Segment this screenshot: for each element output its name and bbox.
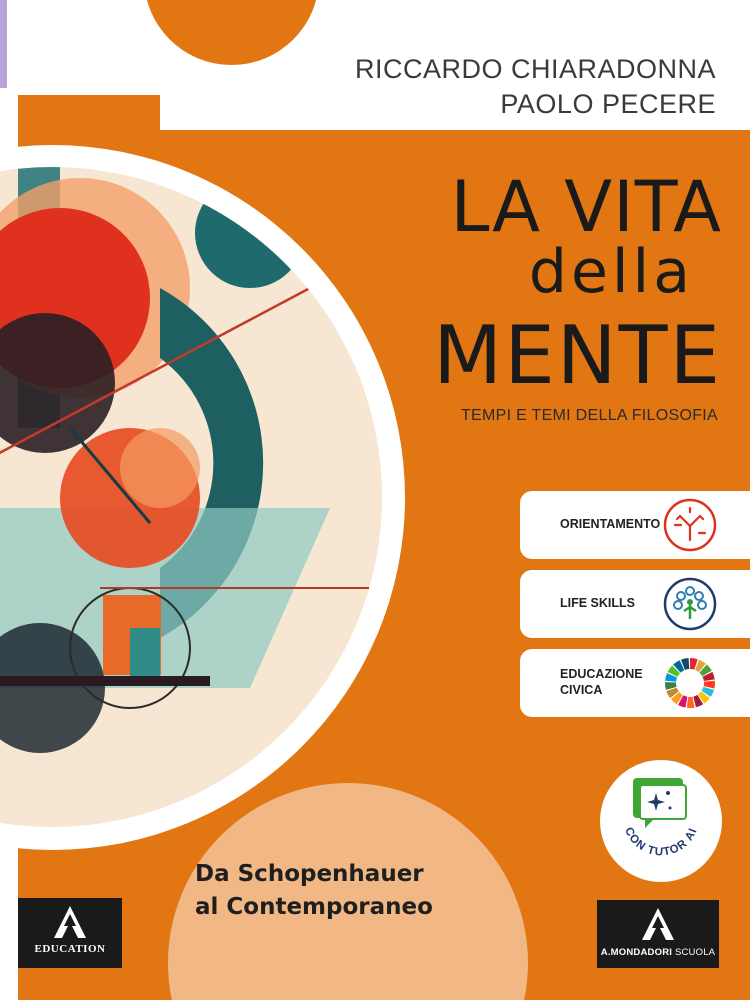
- badge-label: LIFE SKILLS: [560, 596, 635, 611]
- tutor-label: CON TUTOR AI: [622, 825, 700, 859]
- mondadori-label: [597, 947, 719, 958]
- period-text: [195, 858, 433, 923]
- title-line-3: MENTE: [433, 309, 722, 402]
- chat-sparkle-icon: [600, 760, 722, 882]
- author-name: RICCARDO CHIARADONNA: [354, 54, 716, 84]
- sdg-wheel-icon: [663, 656, 717, 710]
- badge-orientamento: [520, 491, 750, 559]
- abstract-artwork: [0, 128, 400, 828]
- author-name: PAOLO PECERE: [500, 89, 716, 119]
- education-logo: [18, 898, 122, 968]
- sdg-wheel-segment: [704, 681, 715, 689]
- badge-label: ORIENTAMENTO: [560, 517, 661, 532]
- sdg-wheel-segment: [687, 697, 695, 708]
- badge-label: EDUCAZIONE CIVICA: [560, 667, 643, 697]
- mondadori-a-logo-icon: [18, 898, 122, 944]
- mondadori-a-logo-icon: [597, 900, 719, 944]
- period-line-1: Da Schopenhauer: [195, 861, 424, 887]
- education-label: EDUCATION: [34, 943, 106, 955]
- spine-strip: [0, 0, 7, 88]
- crossroads-arrows-icon: [663, 498, 717, 552]
- brand-name: A.MONDADORI: [600, 947, 673, 958]
- tree-person-icon: [663, 577, 717, 631]
- period-line-2: al Contemporaneo: [195, 893, 433, 920]
- svg-text:CON TUTOR AI: [622, 826, 700, 859]
- subtitle: TEMPI E TEMI DELLA FILOSOFIA: [460, 407, 718, 424]
- badge-educazione-civica: [520, 649, 750, 717]
- brand-suffix: SCUOLA: [674, 947, 716, 958]
- badge-life-skills: [520, 570, 750, 638]
- tutor-ai-badge: [600, 760, 722, 882]
- title-line-1: LA VITA: [450, 166, 722, 248]
- mondadori-scuola-logo: [597, 900, 719, 968]
- title-line-2: della: [528, 237, 694, 307]
